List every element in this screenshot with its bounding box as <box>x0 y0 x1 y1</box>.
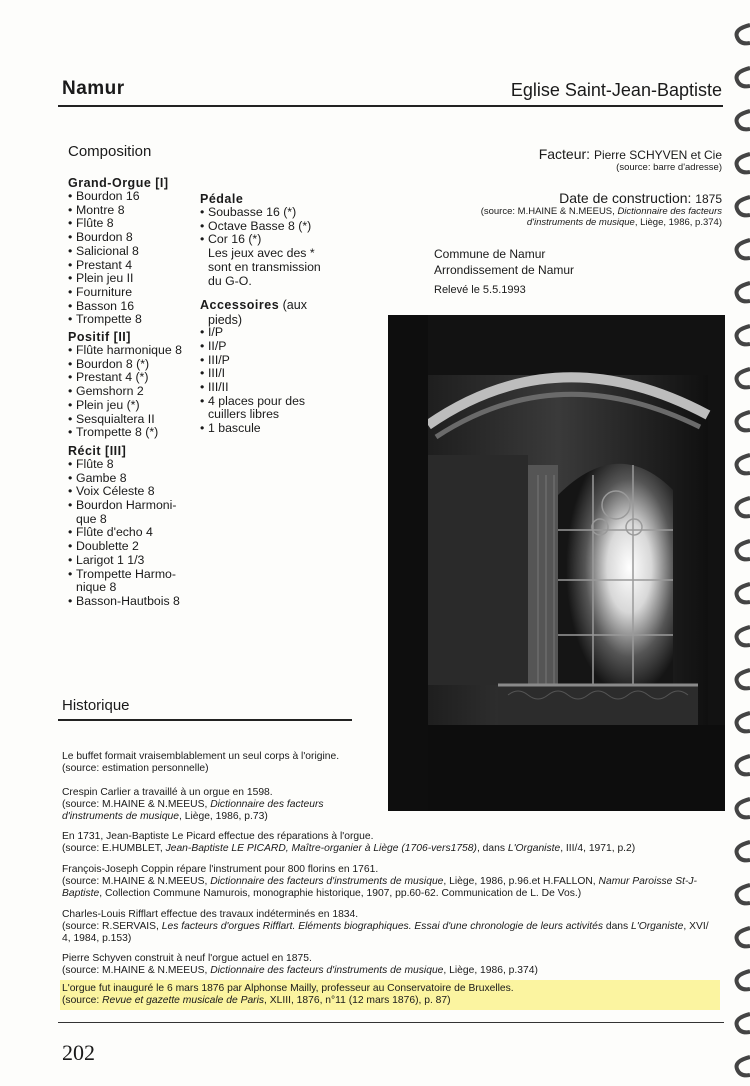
list-item: • Basson 16 <box>68 300 203 314</box>
hist-entry-3 <box>62 831 732 855</box>
src-end: , Liège, 1986, p.73) <box>179 811 268 822</box>
spiral-coil <box>737 68 750 86</box>
positif-heading: Positif [II] <box>68 330 131 345</box>
hist-source <box>62 876 732 888</box>
hist-source <box>62 921 732 933</box>
hist-text: Pierre Schyven construit à neuf l'orgue actuel en 1875. <box>62 953 312 964</box>
list-item: • Flûte 8 <box>68 217 203 231</box>
composition-heading: Composition <box>68 143 152 160</box>
accessoires-title: Accessoires <box>200 298 280 313</box>
src-title: Revue et gazette musicale de Paris <box>102 995 265 1006</box>
src-title: Jean-Baptiste LE PICARD, Maître-organier à Liège (1706-vers1758) <box>165 843 477 854</box>
location-block <box>434 246 574 298</box>
src-mid: , dans <box>476 843 508 854</box>
spiral-coil <box>737 197 750 215</box>
spiral-coil <box>737 369 750 387</box>
hist-source-cont: 4, 1984, p.153) <box>62 933 132 944</box>
accessoires-items <box>200 326 325 436</box>
arrondissement: Arrondissement de Namur <box>434 263 575 277</box>
hist-source-cont <box>62 811 732 823</box>
date-source-line2 <box>481 217 722 228</box>
note-line: Les jeux avec des * <box>208 246 315 261</box>
hist-text: L'orgue fut inauguré le 6 mars 1876 par Alphonse Mailly, professeur au Conservatoire de Bruxelles. <box>62 983 514 994</box>
middle-column <box>200 192 325 436</box>
pedale-stops <box>200 206 325 247</box>
src-title: Dictionnaire des facteurs d'instruments de musique <box>210 965 444 976</box>
src-end: , XLIII, 1876, n°11 (12 mars 1876), p. 87) <box>264 995 451 1006</box>
hist-text: Le buffet formait vraisemblablement un seul corps à l'origine. <box>62 751 340 762</box>
hist-entry-7 <box>62 983 732 1007</box>
src-title: Les facteurs d'orgues Rifflart. Eléments biographiques. Essai d'une chronologie de leurs activités <box>161 921 603 932</box>
spiral-coil <box>737 498 750 516</box>
header-divider <box>58 105 723 107</box>
src-mid: dans <box>602 921 632 932</box>
church-title: Eglise Saint-Jean-Baptiste <box>510 80 722 100</box>
hist-source <box>62 995 732 1007</box>
accessoires-title-suffix: (aux <box>279 298 307 313</box>
list-item: • Larigot 1 1/3 <box>68 554 203 568</box>
historique-divider <box>58 719 352 721</box>
list-item: • Flûte d'echo 4 <box>68 526 203 540</box>
spiral-coil <box>737 756 750 774</box>
spiral-coil <box>737 584 750 602</box>
list-item: • II/P <box>200 340 325 354</box>
list-item: • Flûte harmonique 8 <box>68 344 203 358</box>
list-item: • III/I <box>200 367 325 381</box>
hist-source <box>62 843 732 855</box>
list-item: • Basson-Hautbois 8 <box>68 595 203 609</box>
spiral-coil <box>737 283 750 301</box>
list-item: • Prestant 4 (*) <box>68 371 203 385</box>
list-item: • Plein jeu (*) <box>68 399 203 413</box>
date-label: Date de construction: <box>559 190 692 206</box>
city-title: Namur <box>62 78 125 99</box>
list-item: • Soubasse 16 (*) <box>200 206 325 220</box>
list-item: • Voix Céleste 8 <box>68 485 203 499</box>
date-block <box>481 190 722 228</box>
list-item: • Doublette 2 <box>68 540 203 554</box>
list-item: • III/P <box>200 354 325 368</box>
releve-date: Relevé le 5.5.1993 <box>434 284 526 296</box>
src-title: Namur Paroisse St-J- <box>598 876 697 887</box>
list-item: • Gemshorn 2 <box>68 385 203 399</box>
facteur-value: Pierre SCHYVEN et Cie <box>593 148 722 162</box>
facteur-source: (source: barre d'adresse) <box>616 162 722 173</box>
list-item: que 8 <box>76 511 107 526</box>
list-item: • Trompette Harmo- <box>68 568 203 582</box>
note-line: sont en transmission <box>208 259 321 274</box>
hist-source: (source: estimation personnelle) <box>62 763 209 774</box>
spiral-coil <box>737 670 750 688</box>
list-item: • Bourdon 8 <box>68 231 203 245</box>
hist-source <box>62 965 732 977</box>
date-value: 1875 <box>695 192 722 206</box>
list-item: • Cor 16 (*) <box>200 233 325 247</box>
date-source-line1 <box>481 206 722 217</box>
src-end: , Collection Commune Namurois, monographie historique, 1907, pp.60-62. Communication de L. De Vos.) <box>99 888 582 899</box>
accessoires-heading <box>200 296 325 326</box>
pedale-heading: Pédale <box>200 192 244 206</box>
list-item: • Bourdon 16 <box>68 190 203 204</box>
list-item: • Prestant 4 <box>68 259 203 273</box>
hist-source-cont <box>62 888 732 900</box>
spiral-coil <box>737 627 750 645</box>
list-item: • III/II <box>200 381 325 395</box>
list-item: cuillers libres <box>208 407 280 422</box>
facteur-label: Facteur: <box>538 146 591 162</box>
src-title: d'instruments de musique <box>62 811 180 822</box>
src-title: L'Organiste <box>631 921 684 932</box>
spiral-coil <box>737 1057 750 1075</box>
list-item: • Octave Basse 8 (*) <box>200 220 325 234</box>
list-item: • Salicional 8 <box>68 245 203 259</box>
src-end: , Liège, 1986, p.374) <box>443 965 538 976</box>
date-source-title2: d'instruments de musique <box>526 217 635 228</box>
list-item: • Bourdon Harmoni- <box>68 499 203 513</box>
spiral-coil <box>737 111 750 129</box>
src-title: Baptiste <box>62 888 100 899</box>
src-title: L'Organiste <box>507 843 561 854</box>
hist-text: François-Joseph Coppin répare l'instrument pour 800 florins en 1761. <box>62 864 379 875</box>
recit-heading: Récit [III] <box>68 443 127 458</box>
spiral-coil <box>737 713 750 731</box>
list-item: • Gambe 8 <box>68 472 203 486</box>
spiral-coil <box>737 799 750 817</box>
list-item: nique 8 <box>76 580 117 595</box>
note-line: du G-O. <box>208 273 252 288</box>
list-item: • Trompette 8 (*) <box>68 426 203 440</box>
list-item: • Sesquialtera II <box>68 413 203 427</box>
hist-entry-6 <box>62 953 732 977</box>
spiral-coil <box>737 326 750 344</box>
src-prefix: (source: M.HAINE & N.MEEUS, <box>62 799 211 810</box>
grand-orgue-heading: Grand-Orgue [I] <box>68 176 169 190</box>
bottom-divider <box>58 1022 724 1023</box>
commune: Commune de Namur <box>434 247 546 261</box>
spiral-coil <box>737 885 750 903</box>
facteur-block <box>539 146 722 173</box>
src-prefix: (source: R.SERVAIS, <box>62 921 162 932</box>
list-item: • Plein jeu II <box>68 272 203 286</box>
hist-text: Charles-Louis Rifflart effectue des travaux indéterminés en 1834. <box>62 909 359 920</box>
list-item: • Bourdon 8 (*) <box>68 358 203 372</box>
organ-photo <box>388 315 725 811</box>
hist-entry-2 <box>62 787 732 823</box>
hist-text: En 1731, Jean-Baptiste Le Picard effectue des réparations à l'orgue. <box>62 831 374 842</box>
hist-source <box>62 799 732 811</box>
list-item: • I/P <box>200 326 325 340</box>
list-item: • 1 bascule <box>200 422 325 436</box>
src-mid: , Liège, 1986, p.96.et H.FALLON, <box>443 876 599 887</box>
spiral-coil <box>737 412 750 430</box>
positif-stops <box>68 344 203 440</box>
list-item: • Fourniture <box>68 286 203 300</box>
date-source-title: Dictionnaire des facteurs <box>617 206 722 217</box>
list-item: • Flûte 8 <box>68 458 203 472</box>
grand-orgue-stops <box>68 190 203 327</box>
list-item: • Trompette 8 <box>68 313 203 327</box>
date-source-end: , Liège, 1986, p.374) <box>634 217 722 228</box>
src-prefix: (source: E.HUMBLET, <box>62 843 166 854</box>
date-source-prefix: (source: M.HAINE & N.MEEUS, <box>480 206 618 217</box>
list-item: • Montre 8 <box>68 204 203 218</box>
pedale-note <box>200 247 325 288</box>
spiral-coil <box>737 541 750 559</box>
hist-text: Crespin Carlier a travaillé à un orgue en 1598. <box>62 787 273 798</box>
src-prefix: (source: M.HAINE & N.MEEUS, <box>62 876 211 887</box>
hist-entry-4 <box>62 864 732 900</box>
accessoires-title-line2: pieds) <box>208 313 243 328</box>
src-end: , XVI/ <box>683 921 709 932</box>
hist-entry-1 <box>62 751 732 775</box>
spiral-coil <box>737 1014 750 1032</box>
src-title: Dictionnaire des facteurs <box>210 799 324 810</box>
organ-photo-drawing <box>388 315 725 811</box>
spiral-coil <box>737 154 750 172</box>
spiral-coil <box>737 971 750 989</box>
spiral-coil <box>737 240 750 258</box>
spiral-coil <box>737 25 750 43</box>
page-number: 202 <box>62 1040 95 1065</box>
spiral-coil <box>737 842 750 860</box>
recit-stops <box>68 458 203 609</box>
hist-entry-5 <box>62 909 732 945</box>
src-prefix: (source: <box>62 995 103 1006</box>
historique-heading: Historique <box>62 697 130 714</box>
src-title: Dictionnaire des facteurs d'instruments de musique <box>210 876 444 887</box>
spiral-coil <box>737 455 750 473</box>
spiral-coil <box>737 928 750 946</box>
src-end: , III/4, 1971, p.2) <box>560 843 636 854</box>
src-prefix: (source: M.HAINE & N.MEEUS, <box>62 965 211 976</box>
list-item: • 4 places pour des <box>200 395 325 409</box>
left-column <box>68 176 203 609</box>
